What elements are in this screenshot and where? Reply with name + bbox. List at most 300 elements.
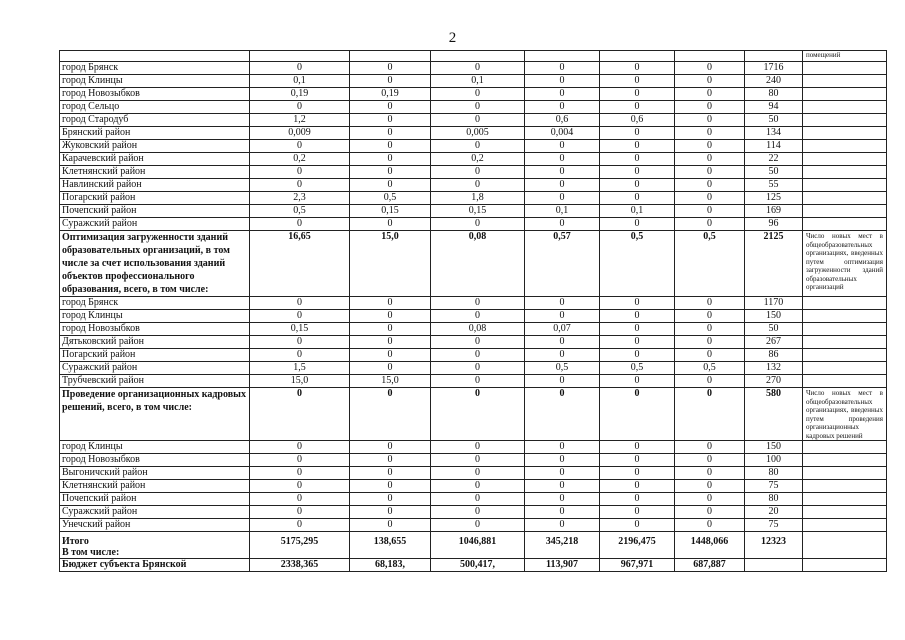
note-cell-empty: [803, 362, 887, 375]
table-row: [60, 101, 887, 114]
value-cell: 0,6: [525, 114, 600, 127]
value-cell: 0: [350, 297, 431, 310]
value-cell: 0,6: [600, 114, 675, 127]
value-cell: 0,5: [600, 362, 675, 375]
row-name: город Клинцы: [60, 310, 250, 323]
value-cell: 0: [600, 388, 675, 441]
value-cell: 0: [431, 297, 525, 310]
value-cell: 0: [675, 153, 745, 166]
value-cell: 0: [431, 480, 525, 493]
value-cell: 0: [250, 480, 350, 493]
value-cell: 0: [431, 218, 525, 231]
value-cell: 0: [431, 336, 525, 349]
total-value: 2196,475: [600, 532, 675, 559]
value-cell: 1,2: [250, 114, 350, 127]
value-cell: 0: [250, 349, 350, 362]
value-cell: 0: [525, 192, 600, 205]
value-cell: 0,57: [525, 231, 600, 297]
value-cell: 0,004: [525, 127, 600, 140]
value-cell: 0: [525, 62, 600, 75]
value-cell: 0: [675, 310, 745, 323]
value-cell: 0: [525, 179, 600, 192]
value-cell: 169: [745, 205, 803, 218]
section-title: Проведение организационных кадровых решений, всего, в том числе:: [60, 388, 250, 441]
value-cell: 2125: [745, 231, 803, 297]
value-cell: 0: [525, 75, 600, 88]
value-cell: 0: [675, 454, 745, 467]
value-cell: 0,07: [525, 323, 600, 336]
row-name: город Новозыбков: [60, 88, 250, 101]
note-cell-empty: [803, 297, 887, 310]
value-cell: 0: [675, 114, 745, 127]
value-cell: 0: [431, 519, 525, 532]
value-cell: 80: [745, 88, 803, 101]
table-row: [60, 140, 887, 153]
value-cell: 0,005: [431, 127, 525, 140]
note-cell-empty: [803, 532, 887, 559]
top-note: помещений: [803, 51, 887, 62]
value-cell: 0: [600, 349, 675, 362]
note-cell-empty: [803, 454, 887, 467]
row-name: Почепский район: [60, 493, 250, 506]
value-cell: 0: [525, 166, 600, 179]
value-cell: 0,5: [675, 231, 745, 297]
value-cell: 0: [431, 388, 525, 441]
value-cell: 0: [600, 506, 675, 519]
row-name: Клетнянский район: [60, 480, 250, 493]
value-cell: 0: [350, 506, 431, 519]
total-value: 12323: [745, 532, 803, 559]
total-value: 1448,066: [675, 532, 745, 559]
section-note: Число новых мест в общеобразовательных организациях, введенных путем проведения организационных кадровых решений: [803, 388, 887, 441]
value-cell: 0: [675, 519, 745, 532]
table-row: [60, 310, 887, 323]
value-cell: 0: [250, 388, 350, 441]
value-cell: 0: [525, 388, 600, 441]
value-cell: 0: [675, 388, 745, 441]
value-cell: 0: [350, 467, 431, 480]
row-name: Брянский район: [60, 127, 250, 140]
table-row: [60, 336, 887, 349]
value-cell: 0: [350, 349, 431, 362]
budget-value: 2338,365: [250, 559, 350, 572]
table-row: [60, 506, 887, 519]
value-cell: 0: [525, 297, 600, 310]
row-name: город Стародуб: [60, 114, 250, 127]
row-name: город Сельцо: [60, 101, 250, 114]
value-cell: 22: [745, 153, 803, 166]
note-cell-empty: [803, 349, 887, 362]
value-cell: 0: [675, 62, 745, 75]
row-name: город Клинцы: [60, 75, 250, 88]
value-cell: 0: [350, 310, 431, 323]
section-header-row: [60, 388, 887, 441]
value-cell: 0,19: [250, 88, 350, 101]
table-row: [60, 519, 887, 532]
row-name: Суражский район: [60, 362, 250, 375]
value-cell: 0: [350, 114, 431, 127]
value-cell: 100: [745, 454, 803, 467]
note-cell-empty: [803, 375, 887, 388]
table-row: [60, 153, 887, 166]
value-cell: 0: [525, 480, 600, 493]
value-cell: 0: [675, 140, 745, 153]
budget-value: 68,183,: [350, 559, 431, 572]
value-cell: 16,65: [250, 231, 350, 297]
value-cell: 0,009: [250, 127, 350, 140]
value-cell: 55: [745, 179, 803, 192]
value-cell: 0: [431, 101, 525, 114]
value-cell: 0: [431, 310, 525, 323]
row-name: Трубчевский район: [60, 375, 250, 388]
value-cell: 0,5: [600, 231, 675, 297]
value-cell: 0: [250, 310, 350, 323]
value-cell: 20: [745, 506, 803, 519]
value-cell: 0: [350, 362, 431, 375]
value-cell: 15,0: [250, 375, 350, 388]
value-cell: 1170: [745, 297, 803, 310]
value-cell: 50: [745, 166, 803, 179]
value-cell: 0: [431, 441, 525, 454]
value-cell: 0: [350, 166, 431, 179]
value-cell: 0: [600, 62, 675, 75]
value-cell: 0,1: [250, 75, 350, 88]
value-cell: 0: [350, 388, 431, 441]
value-cell: 0: [525, 506, 600, 519]
value-cell: 0: [675, 323, 745, 336]
section-note: Число новых мест в общеобразовательных организациях, введенных путем оптимизация загруженности зданий образовательных организаций: [803, 231, 887, 297]
note-cell-empty: [803, 441, 887, 454]
table-row: [60, 349, 887, 362]
row-name: Выгоничский район: [60, 467, 250, 480]
note-cell-empty: [803, 114, 887, 127]
note-cell-empty: [803, 153, 887, 166]
value-cell: 50: [745, 323, 803, 336]
total-value: 1046,881: [431, 532, 525, 559]
value-cell: 0,15: [350, 205, 431, 218]
value-cell: 75: [745, 480, 803, 493]
data-table: [59, 50, 887, 572]
value-cell: 0: [525, 310, 600, 323]
value-cell: 2,3: [250, 192, 350, 205]
table-row: [60, 179, 887, 192]
value-cell: 0: [250, 101, 350, 114]
value-cell: 80: [745, 467, 803, 480]
value-cell: 125: [745, 192, 803, 205]
value-cell: 80: [745, 493, 803, 506]
total-value: 345,218: [525, 532, 600, 559]
value-cell: 0: [525, 336, 600, 349]
value-cell: 0: [250, 336, 350, 349]
row-name: Жуковский район: [60, 140, 250, 153]
note-cell-empty: [803, 75, 887, 88]
value-cell: 132: [745, 362, 803, 375]
value-cell: 94: [745, 101, 803, 114]
value-cell: 0: [431, 375, 525, 388]
note-cell-empty: [803, 101, 887, 114]
value-cell: 0: [350, 323, 431, 336]
value-cell: 0: [675, 349, 745, 362]
row-name: Почепский район: [60, 205, 250, 218]
note-cell-empty: [803, 467, 887, 480]
value-cell: 0: [525, 454, 600, 467]
note-cell-empty: [803, 166, 887, 179]
total-value: 138,655: [350, 532, 431, 559]
total-sublabel: В том числе:: [62, 547, 120, 558]
budget-value: 687,887: [675, 559, 745, 572]
note-cell-empty: [803, 218, 887, 231]
value-cell: 0: [350, 62, 431, 75]
value-cell: 270: [745, 375, 803, 388]
value-cell: 0: [525, 375, 600, 388]
value-cell: 0: [600, 467, 675, 480]
table-row: [60, 480, 887, 493]
row-name: Суражский район: [60, 506, 250, 519]
row-name: город Брянск: [60, 297, 250, 310]
value-cell: 0,1: [525, 205, 600, 218]
value-cell: 0: [431, 62, 525, 75]
value-cell: 0: [675, 205, 745, 218]
value-cell: 0: [675, 480, 745, 493]
row-name: город Новозыбков: [60, 454, 250, 467]
value-cell: 0,5: [250, 205, 350, 218]
row-name: город Клинцы: [60, 441, 250, 454]
table-row: [60, 323, 887, 336]
value-cell: 0: [600, 101, 675, 114]
budget-row: [60, 559, 887, 572]
value-cell: 0: [600, 140, 675, 153]
value-cell: 0: [525, 493, 600, 506]
value-cell: 0: [350, 454, 431, 467]
table-row: [60, 205, 887, 218]
value-cell: 0: [250, 493, 350, 506]
page-number: 2: [448, 30, 457, 46]
value-cell: 0: [350, 153, 431, 166]
section-header-row: [60, 231, 887, 297]
row-name: Дятьковский район: [60, 336, 250, 349]
budget-value: [745, 559, 803, 572]
value-cell: 0: [250, 519, 350, 532]
value-cell: 0: [350, 179, 431, 192]
note-cell-empty: [803, 519, 887, 532]
total-name: [60, 532, 250, 559]
value-cell: 0,5: [525, 362, 600, 375]
value-cell: 0: [350, 127, 431, 140]
table-row: [60, 192, 887, 205]
value-cell: 0: [600, 166, 675, 179]
value-cell: 0: [250, 62, 350, 75]
value-cell: 0: [600, 493, 675, 506]
table-row: [60, 454, 887, 467]
row-name: город Брянск: [60, 62, 250, 75]
table-row: [60, 75, 887, 88]
value-cell: 0: [600, 519, 675, 532]
row-name: Клетнянский район: [60, 166, 250, 179]
value-cell: 75: [745, 519, 803, 532]
table-row: [60, 375, 887, 388]
value-cell: 0: [250, 454, 350, 467]
value-cell: 0: [600, 297, 675, 310]
value-cell: 0: [250, 218, 350, 231]
table-row-top: [60, 51, 887, 62]
value-cell: 114: [745, 140, 803, 153]
value-cell: 0: [600, 480, 675, 493]
value-cell: 0: [525, 140, 600, 153]
value-cell: 0: [350, 336, 431, 349]
budget-value: 967,971: [600, 559, 675, 572]
value-cell: 0,5: [350, 192, 431, 205]
row-name: Суражский район: [60, 218, 250, 231]
row-name: Погарский район: [60, 192, 250, 205]
row-name: город Новозыбков: [60, 323, 250, 336]
value-cell: 0: [350, 75, 431, 88]
value-cell: 0,1: [600, 205, 675, 218]
value-cell: 0,2: [250, 153, 350, 166]
value-cell: 150: [745, 310, 803, 323]
table-row: [60, 297, 887, 310]
value-cell: 0: [431, 506, 525, 519]
value-cell: 0: [431, 179, 525, 192]
table-row: [60, 88, 887, 101]
table-row: [60, 127, 887, 140]
note-cell-empty: [803, 192, 887, 205]
note-cell-empty: [803, 310, 887, 323]
value-cell: 0: [525, 441, 600, 454]
value-cell: 0: [675, 441, 745, 454]
value-cell: 0: [431, 493, 525, 506]
table-row: [60, 166, 887, 179]
value-cell: 1716: [745, 62, 803, 75]
value-cell: 0: [675, 297, 745, 310]
value-cell: 1,5: [250, 362, 350, 375]
row-name: Унечский район: [60, 519, 250, 532]
note-cell-empty: [803, 493, 887, 506]
value-cell: 0: [675, 88, 745, 101]
value-cell: 0,08: [431, 231, 525, 297]
value-cell: 0: [350, 441, 431, 454]
row-name: Карачевский район: [60, 153, 250, 166]
value-cell: 0: [431, 88, 525, 101]
value-cell: 0: [431, 467, 525, 480]
value-cell: 0: [250, 506, 350, 519]
value-cell: 0: [675, 75, 745, 88]
value-cell: 0: [525, 101, 600, 114]
value-cell: 15,0: [350, 375, 431, 388]
value-cell: 0: [600, 127, 675, 140]
value-cell: 15,0: [350, 231, 431, 297]
value-cell: 96: [745, 218, 803, 231]
table-row: [60, 493, 887, 506]
value-cell: 0: [600, 336, 675, 349]
budget-value: 500,417,: [431, 559, 525, 572]
value-cell: 134: [745, 127, 803, 140]
value-cell: 86: [745, 349, 803, 362]
budget-name: Бюджет субъекта Брянской: [60, 559, 250, 572]
value-cell: 0: [675, 336, 745, 349]
note-cell-empty: [803, 179, 887, 192]
value-cell: 0: [600, 441, 675, 454]
value-cell: 1,8: [431, 192, 525, 205]
value-cell: 0: [675, 166, 745, 179]
note-cell-empty: [803, 62, 887, 75]
value-cell: 0: [600, 192, 675, 205]
note-cell-empty: [803, 323, 887, 336]
value-cell: 0,19: [350, 88, 431, 101]
total-label: Итого: [62, 536, 89, 547]
section-title: Оптимизация загруженности зданий образовательных организаций, в том числе за счет использования зданий объектов профессионального образования, всего, в том числе:: [60, 231, 250, 297]
value-cell: 0: [350, 140, 431, 153]
value-cell: 0: [250, 179, 350, 192]
value-cell: 0: [525, 349, 600, 362]
value-cell: 240: [745, 75, 803, 88]
value-cell: 0: [675, 127, 745, 140]
value-cell: 0: [600, 218, 675, 231]
value-cell: 0: [350, 493, 431, 506]
total-value: 5175,295: [250, 532, 350, 559]
value-cell: 0: [250, 297, 350, 310]
value-cell: 0: [675, 218, 745, 231]
value-cell: 0: [350, 519, 431, 532]
value-cell: 0: [525, 88, 600, 101]
row-name: Навлинский район: [60, 179, 250, 192]
value-cell: 0: [350, 480, 431, 493]
value-cell: 0: [431, 166, 525, 179]
value-cell: 0: [431, 114, 525, 127]
note-cell-empty: [803, 336, 887, 349]
value-cell: 0,15: [250, 323, 350, 336]
table-row: [60, 362, 887, 375]
value-cell: 0: [431, 362, 525, 375]
note-cell-empty: [803, 559, 887, 572]
table-row: [60, 218, 887, 231]
value-cell: 0: [675, 467, 745, 480]
budget-value: 113,907: [525, 559, 600, 572]
table-row: [60, 441, 887, 454]
value-cell: 0: [431, 349, 525, 362]
value-cell: 0: [675, 506, 745, 519]
value-cell: 580: [745, 388, 803, 441]
value-cell: 0: [525, 153, 600, 166]
value-cell: 0: [600, 88, 675, 101]
table-row: [60, 62, 887, 75]
value-cell: 0,5: [675, 362, 745, 375]
table-row: [60, 114, 887, 127]
value-cell: 0: [525, 467, 600, 480]
value-cell: 0: [250, 441, 350, 454]
value-cell: 0: [431, 140, 525, 153]
value-cell: 150: [745, 441, 803, 454]
note-cell-empty: [803, 88, 887, 101]
value-cell: 0: [600, 153, 675, 166]
value-cell: 0: [600, 310, 675, 323]
note-cell-empty: [803, 480, 887, 493]
value-cell: 0: [600, 75, 675, 88]
note-cell-empty: [803, 506, 887, 519]
value-cell: 0: [600, 179, 675, 192]
value-cell: 0: [525, 218, 600, 231]
note-cell-empty: [803, 140, 887, 153]
value-cell: 0: [675, 493, 745, 506]
value-cell: 50: [745, 114, 803, 127]
value-cell: 0: [350, 101, 431, 114]
table-body: [60, 51, 887, 572]
value-cell: 0: [675, 101, 745, 114]
note-cell-empty: [803, 127, 887, 140]
value-cell: 0: [675, 375, 745, 388]
table-row: [60, 467, 887, 480]
value-cell: 0,08: [431, 323, 525, 336]
value-cell: 267: [745, 336, 803, 349]
